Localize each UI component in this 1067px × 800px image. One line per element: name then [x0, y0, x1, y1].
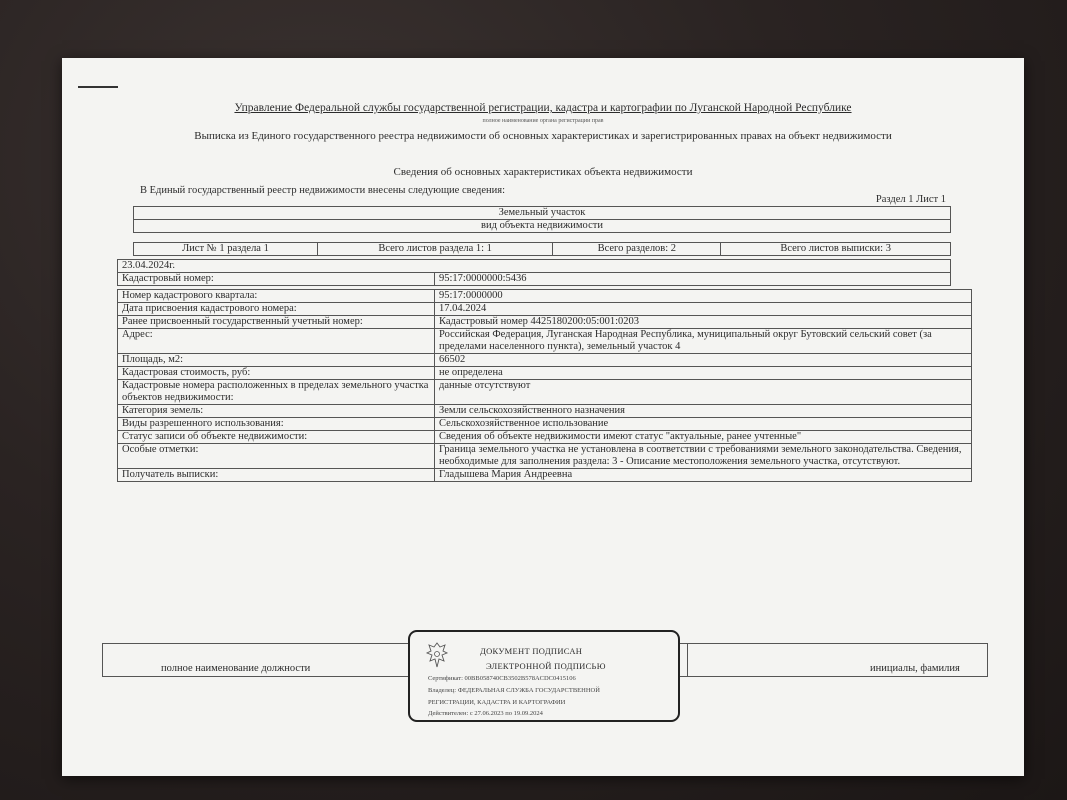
agency-title: Управление Федеральной службы государственной регистрации, кадастра и картографии по Луганской Народной Республике [234, 102, 852, 114]
row-label: Площадь, м2: [118, 354, 435, 367]
table-row [118, 380, 972, 405]
object-type: Земельный участок [134, 207, 951, 220]
row-value: 66502 [435, 354, 972, 367]
intro-text: В Единый государственный реестр недвижимости внесены следующие сведения: [140, 185, 506, 196]
row-label: Кадастровая стоимость, руб: [118, 367, 435, 380]
row-value: Земли сельскохозяйственного назначения [435, 405, 972, 418]
characteristics-table [117, 289, 972, 482]
row-label: Виды разрешенного использования: [118, 418, 435, 431]
table-row [118, 469, 972, 482]
row-value: Кадастровый номер 4425180200:05:001:0203 [435, 316, 972, 329]
object-type-table [133, 206, 951, 233]
agency-note: полное наименование органа регистрации прав [482, 118, 604, 124]
electronic-signature-stamp [408, 630, 680, 722]
name-caption: инициалы, фамилия [870, 663, 960, 674]
table-row [118, 367, 972, 380]
table-row [118, 418, 972, 431]
row-label: Особые отметки: [118, 444, 435, 469]
section-reference: Раздел 1 Лист 1 [875, 194, 946, 205]
document-title: Выписка из Единого государственного реестра недвижимости об основных характеристиках и зарегистрированных правах на объект недвижимости [194, 130, 892, 142]
row-label: Категория земель: [118, 405, 435, 418]
stamp-validity: Действителен: с 27.06.2023 по 19.09.2024 [428, 710, 543, 717]
sheet-number: Лист № 1 раздела 1 [134, 243, 318, 256]
row-value: Гладышева Мария Андреевна [435, 469, 972, 482]
table-row [118, 444, 972, 469]
row-value: данные отсутствуют [435, 380, 972, 405]
position-caption: полное наименование должности [161, 663, 311, 674]
document-subtitle: Сведения об основных характеристиках объекта недвижимости [393, 166, 693, 178]
table-row [118, 290, 972, 303]
cadastral-value: 95:17:0000000:5436 [435, 273, 951, 286]
table-row [118, 329, 972, 354]
pen-mark [78, 86, 118, 88]
table-row [118, 354, 972, 367]
object-type-caption: вид объекта недвижимости [134, 220, 951, 233]
row-value: не определена [435, 367, 972, 380]
table-row [118, 431, 972, 444]
document-page [62, 58, 1024, 776]
row-value: Сельскохозяйственное использование [435, 418, 972, 431]
row-label: Адрес: [118, 329, 435, 354]
extract-date: 23.04.2024г. [118, 260, 951, 273]
date-cadastral-table [117, 259, 951, 286]
row-value: Российская Федерация, Луганская Народная Республика, муниципальный округ Бутовский сельский совет (за пределами населенного пункта), земельный участок 4 [435, 329, 972, 354]
cadastral-label: Кадастровый номер: [118, 273, 435, 286]
row-value: 95:17:0000000 [435, 290, 972, 303]
stamp-title-2: ЭЛЕКТРОННОЙ ПОДПИСЬЮ [486, 661, 606, 671]
row-label: Ранее присвоенный государственный учетный номер: [118, 316, 435, 329]
row-label: Дата присвоения кадастрового номера: [118, 303, 435, 316]
row-label: Номер кадастрового квартала: [118, 290, 435, 303]
stamp-certificate: Сертификат: 00BB058740CB3502B578ACDC0415106 [428, 675, 576, 682]
row-value: 17.04.2024 [435, 303, 972, 316]
row-value: Сведения об объекте недвижимости имеют статус "актуальные, ранее учтенные" [435, 431, 972, 444]
row-label: Получатель выписки: [118, 469, 435, 482]
total-sheets: Всего листов выписки: 3 [721, 243, 951, 256]
eagle-emblem-icon [425, 640, 449, 670]
row-label: Статус записи об объекте недвижимости: [118, 431, 435, 444]
stamp-owner-2: РЕГИСТРАЦИИ, КАДАСТРА И КАРТОГРАФИИ [428, 699, 566, 706]
table-row [118, 405, 972, 418]
row-label: Кадастровые номера расположенных в пределах земельного участка объектов недвижимости: [118, 380, 435, 405]
sheet-info-table [133, 242, 951, 256]
stamp-owner: Владелец: ФЕДЕРАЛЬНАЯ СЛУЖБА ГОСУДАРСТВЕННОЙ [428, 687, 600, 694]
table-row [118, 303, 972, 316]
total-sections: Всего разделов: 2 [553, 243, 721, 256]
row-value: Граница земельного участка не установлена в соответствии с требованиями земельного законодательства. Сведения, необходимые для заполнения раздела: 3 - Описание местоположения земельного участка, отсутствуют. [435, 444, 972, 469]
sheets-in-section: Всего листов раздела 1: 1 [317, 243, 552, 256]
table-row [118, 316, 972, 329]
signature-divider [687, 644, 688, 676]
stamp-title-1: ДОКУМЕНТ ПОДПИСАН [480, 646, 583, 656]
